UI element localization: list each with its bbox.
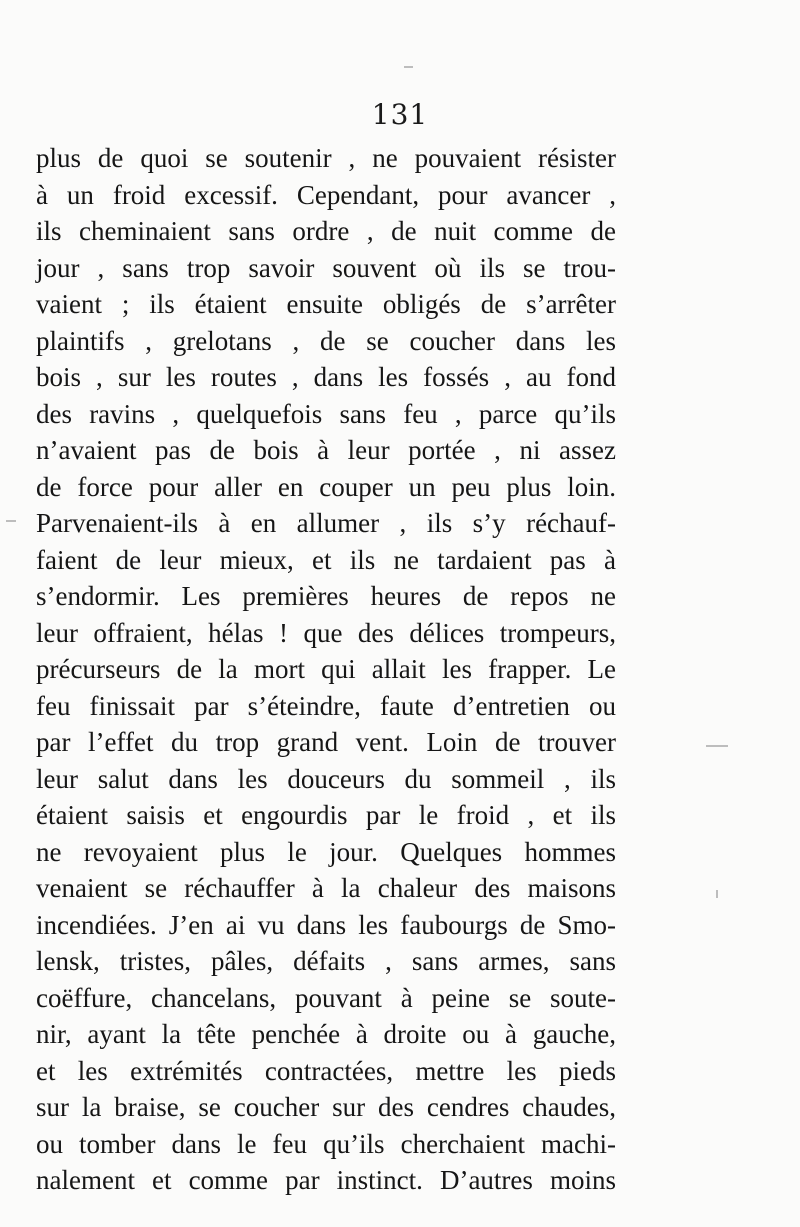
text-line: étaient saisis et engourdis par le froid , et ils	[36, 800, 616, 830]
text-line: Parvenaient-ils à en allumer , ils s’y réchauf-	[36, 508, 616, 538]
text-line: leur offraient, hélas ! que des délices trompeurs,	[36, 617, 616, 648]
text-line: faient de leur mieux, et ils ne tardaient pas à	[36, 544, 616, 575]
text-line: incendiées. J’en ai vu dans les faubourgs de Smo-	[36, 909, 616, 940]
text-line: plaintifs , grelotans , de se coucher dans les	[36, 325, 616, 356]
text-line: coëffure, chancelans, pouvant à peine se soute-	[36, 982, 616, 1013]
text-line: lensk, tristes, pâles, défaits , sans armes, sans	[36, 946, 616, 976]
text-line: s’endormir. Les premières heures de repos ne	[36, 581, 616, 611]
text-line: vaient ; ils étaient ensuite obligés de s’arrêter	[36, 289, 616, 319]
text-line: venaient se réchauffer à la chaleur des maisons	[36, 873, 616, 903]
page-number: 131	[371, 98, 429, 131]
text-line: des ravins , quelquefois sans feu , parce qu’ils	[36, 398, 616, 429]
text-line: ou tomber dans le feu qu’ils cherchaient machi-	[36, 1128, 616, 1159]
text-line: ils cheminaient sans ordre , de nuit comme de	[36, 216, 616, 246]
text-line: par l’effet du trop grand vent. Loin de trouver	[36, 727, 616, 757]
paper-speck	[716, 890, 718, 898]
text-line: bois , sur les routes , dans les fossés , au fond	[36, 362, 616, 392]
text-line: sur la braise, se coucher sur des cendres chaudes,	[36, 1092, 616, 1122]
body-text	[36, 140, 616, 1199]
text-line: leur salut dans les douceurs du sommeil , ils	[36, 763, 616, 794]
text-line: feu finissait par s’éteindre, faute d’entretien ou	[36, 690, 616, 721]
text-line: précurseurs de la mort qui allait les frapper. Le	[36, 654, 616, 684]
text-line: ne revoyaient plus le jour. Quelques hommes	[36, 836, 616, 867]
paper-speck	[6, 520, 16, 522]
text-line: de force pour aller en couper un peu plus loin.	[36, 471, 616, 502]
text-line: n’avaient pas de bois à leur portée , ni assez	[36, 435, 616, 465]
text-line: plus de quoi se soutenir , ne pouvaient résister	[36, 143, 616, 173]
text-line: à un froid excessif. Cependant, pour avancer ,	[36, 179, 616, 210]
text-line: et les extrémités contractées, mettre les pieds	[36, 1055, 616, 1086]
text-line: nalement et comme par instinct. D’autres moins	[36, 1165, 616, 1195]
paper-speck	[404, 66, 413, 68]
text-line: jour , sans trop savoir souvent où ils se trou-	[36, 252, 616, 283]
text-line: nir, ayant la tête penchée à droite ou à gauche,	[36, 1019, 616, 1049]
paper-speck	[706, 745, 728, 747]
